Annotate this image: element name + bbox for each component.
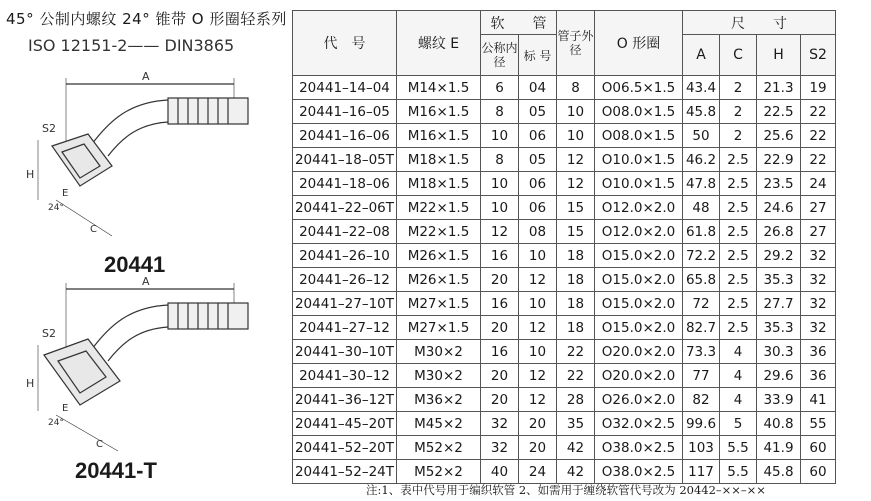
- cell-tube-od: 15: [557, 220, 595, 244]
- cell-oring: O15.0×2.0: [595, 268, 683, 292]
- cell-oring: O10.0×1.5: [595, 148, 683, 172]
- cell-s2: 32: [801, 244, 836, 268]
- cell-s2: 32: [801, 268, 836, 292]
- cell-h: 26.8: [757, 220, 801, 244]
- cell-a: 46.2: [683, 148, 720, 172]
- cell-s2: 24: [801, 172, 836, 196]
- standard-label: ISO 12151-2—— DIN3865: [28, 36, 235, 55]
- cell-c: 2.5: [720, 268, 757, 292]
- cell-a: 82: [683, 388, 720, 412]
- cell-c: 4: [720, 364, 757, 388]
- table-row: [293, 100, 836, 124]
- cell-tube-od: 18: [557, 244, 595, 268]
- cell-hose-id: 40: [481, 460, 519, 484]
- cell-a: 73.3: [683, 340, 720, 364]
- table-row: [293, 196, 836, 220]
- cell-c: 5.5: [720, 460, 757, 484]
- cell-thread: M22×1.5: [397, 220, 481, 244]
- cell-c: 2: [720, 100, 757, 124]
- cell-c: 2.5: [720, 196, 757, 220]
- cell-thread: M26×1.5: [397, 268, 481, 292]
- cell-thread: M27×1.5: [397, 316, 481, 340]
- cell-hose-mark: 12: [519, 316, 557, 340]
- cell-hose-id: 12: [481, 220, 519, 244]
- cell-c: 2.5: [720, 244, 757, 268]
- table-row: [293, 148, 836, 172]
- cell-h: 23.5: [757, 172, 801, 196]
- cell-code: 20441–22–08: [293, 220, 397, 244]
- cell-a: 61.8: [683, 220, 720, 244]
- cell-hose-id: 6: [481, 76, 519, 100]
- cell-c: 2.5: [720, 148, 757, 172]
- cell-hose-mark: 12: [519, 268, 557, 292]
- dim-c-label: C: [90, 224, 97, 235]
- cell-tube-od: 18: [557, 316, 595, 340]
- cell-h: 25.6: [757, 124, 801, 148]
- cell-a: 45.8: [683, 100, 720, 124]
- cell-tube-od: 35: [557, 412, 595, 436]
- cell-hose-id: 16: [481, 340, 519, 364]
- table-row: [293, 340, 836, 364]
- cell-hose-id: 16: [481, 292, 519, 316]
- cell-s2: 36: [801, 364, 836, 388]
- cell-c: 2.5: [720, 220, 757, 244]
- table-row: [293, 412, 836, 436]
- cell-thread: M18×1.5: [397, 148, 481, 172]
- col-a: A: [683, 35, 720, 76]
- cell-hose-id: 16: [481, 244, 519, 268]
- cell-thread: M45×2: [397, 412, 481, 436]
- cell-tube-od: 28: [557, 388, 595, 412]
- cell-hose-mark: 10: [519, 244, 557, 268]
- cell-code: 20441–18–06: [293, 172, 397, 196]
- cell-oring: O12.0×2.0: [595, 196, 683, 220]
- cell-thread: M52×2: [397, 436, 481, 460]
- col-dims-group: 尺 寸: [683, 11, 836, 35]
- cell-h: 22.9: [757, 148, 801, 172]
- fitting-drawings: [0, 60, 290, 500]
- cell-h: 33.9: [757, 388, 801, 412]
- cell-hose-mark: 10: [519, 340, 557, 364]
- cell-hose-id: 8: [481, 100, 519, 124]
- cell-oring: O20.0×2.0: [595, 364, 683, 388]
- cell-tube-od: 18: [557, 268, 595, 292]
- col-h: H: [757, 35, 801, 76]
- footnote: 注:1、表中代号用于编织软管 2、如需用于缠绕软管代号改为 20442–××–××: [366, 483, 766, 497]
- cell-s2: 60: [801, 460, 836, 484]
- dim-e-label-2: E: [62, 403, 69, 414]
- cell-oring: O08.0×1.5: [595, 100, 683, 124]
- cell-h: 30.3: [757, 340, 801, 364]
- cell-code: 20441–30–12: [293, 364, 397, 388]
- dim-a-label-2: A: [142, 275, 150, 288]
- col-tube-od: 管子外径: [557, 11, 595, 76]
- cell-code: 20441–52–24T: [293, 460, 397, 484]
- cell-hose-mark: 04: [519, 76, 557, 100]
- cell-code: 20441–27–10T: [293, 292, 397, 316]
- cell-thread: M18×1.5: [397, 172, 481, 196]
- col-oring: O 形圈: [595, 11, 683, 76]
- cell-code: 20441–16–06: [293, 124, 397, 148]
- model-label-20441-T: 20441-T: [75, 458, 157, 483]
- cell-s2: 36: [801, 340, 836, 364]
- cell-hose-mark: 20: [519, 436, 557, 460]
- cell-code: 20441–45–20T: [293, 412, 397, 436]
- table-row: [293, 244, 836, 268]
- page-title: 45° 公制内螺纹 24° 锥带 O 形圈轻系列: [6, 10, 287, 28]
- cell-hose-mark: 05: [519, 148, 557, 172]
- cell-s2: 32: [801, 292, 836, 316]
- col-hose-id: 公称内径: [481, 35, 519, 76]
- table-row: [293, 76, 836, 100]
- cell-code: 20441–27–12: [293, 316, 397, 340]
- table-row: [293, 220, 836, 244]
- cell-h: 27.7: [757, 292, 801, 316]
- spec-table: [292, 10, 836, 484]
- cell-hose-id: 20: [481, 268, 519, 292]
- cell-h: 24.6: [757, 196, 801, 220]
- cell-tube-od: 10: [557, 124, 595, 148]
- cell-thread: M16×1.5: [397, 100, 481, 124]
- dim-angle-label: 24°: [48, 203, 64, 213]
- cell-a: 77: [683, 364, 720, 388]
- cell-a: 50: [683, 124, 720, 148]
- table-row: [293, 364, 836, 388]
- cell-a: 72: [683, 292, 720, 316]
- cell-tube-od: 12: [557, 148, 595, 172]
- cell-thread: M36×2: [397, 388, 481, 412]
- cell-tube-od: 22: [557, 364, 595, 388]
- dim-h-label-2: H: [26, 377, 35, 390]
- dim-s2-label: S2: [42, 122, 56, 135]
- cell-c: 2.5: [720, 292, 757, 316]
- cell-oring: O10.0×1.5: [595, 172, 683, 196]
- cell-code: 20441–16–05: [293, 100, 397, 124]
- cell-code: 20441–30–10T: [293, 340, 397, 364]
- cell-code: 20441–26–10: [293, 244, 397, 268]
- cell-hose-mark: 12: [519, 364, 557, 388]
- dim-angle-label-2: 24°: [48, 418, 64, 428]
- col-hose-group: 软 管: [481, 11, 557, 35]
- cell-thread: M30×2: [397, 340, 481, 364]
- cell-s2: 22: [801, 124, 836, 148]
- cell-s2: 41: [801, 388, 836, 412]
- cell-h: 29.2: [757, 244, 801, 268]
- cell-c: 5: [720, 412, 757, 436]
- cell-a: 72.2: [683, 244, 720, 268]
- cell-a: 48: [683, 196, 720, 220]
- cell-c: 2.5: [720, 172, 757, 196]
- dim-a-label: A: [142, 70, 150, 83]
- cell-hose-id: 20: [481, 316, 519, 340]
- cell-oring: O38.0×2.5: [595, 436, 683, 460]
- col-thread: 螺纹 E: [397, 11, 481, 76]
- cell-oring: O06.5×1.5: [595, 76, 683, 100]
- cell-thread: M14×1.5: [397, 76, 481, 100]
- cell-hose-id: 32: [481, 436, 519, 460]
- cell-hose-id: 20: [481, 388, 519, 412]
- dim-h-label: H: [26, 168, 35, 181]
- cell-thread: M16×1.5: [397, 124, 481, 148]
- cell-a: 82.7: [683, 316, 720, 340]
- cell-oring: O15.0×2.0: [595, 292, 683, 316]
- cell-tube-od: 18: [557, 292, 595, 316]
- cell-h: 21.3: [757, 76, 801, 100]
- cell-a: 103: [683, 436, 720, 460]
- cell-tube-od: 12: [557, 172, 595, 196]
- table-row: [293, 268, 836, 292]
- cell-s2: 55: [801, 412, 836, 436]
- cell-h: 40.8: [757, 412, 801, 436]
- cell-hose-mark: 12: [519, 388, 557, 412]
- cell-c: 2: [720, 124, 757, 148]
- cell-hose-mark: 06: [519, 172, 557, 196]
- drawing-20441: [26, 70, 248, 236]
- cell-oring: O38.0×2.5: [595, 460, 683, 484]
- cell-code: 20441–26–12: [293, 268, 397, 292]
- cell-hose-mark: 20: [519, 412, 557, 436]
- drawing-20441-T: [26, 275, 248, 451]
- cell-h: 29.6: [757, 364, 801, 388]
- cell-hose-id: 32: [481, 412, 519, 436]
- col-c: C: [720, 35, 757, 76]
- cell-hose-mark: 10: [519, 292, 557, 316]
- cell-tube-od: 15: [557, 196, 595, 220]
- col-s2: S2: [801, 35, 836, 76]
- cell-s2: 22: [801, 148, 836, 172]
- cell-h: 35.3: [757, 268, 801, 292]
- cell-tube-od: 42: [557, 436, 595, 460]
- table-row: [293, 124, 836, 148]
- cell-s2: 19: [801, 76, 836, 100]
- cell-a: 117: [683, 460, 720, 484]
- cell-thread: M27×1.5: [397, 292, 481, 316]
- cell-hose-mark: 24: [519, 460, 557, 484]
- dim-c-label-2: C: [96, 439, 103, 450]
- cell-code: 20441–22–06T: [293, 196, 397, 220]
- cell-hose-mark: 05: [519, 100, 557, 124]
- cell-s2: 27: [801, 196, 836, 220]
- cell-oring: O20.0×2.0: [595, 340, 683, 364]
- cell-hose-id: 10: [481, 196, 519, 220]
- cell-hose-mark: 06: [519, 196, 557, 220]
- cell-hose-id: 10: [481, 124, 519, 148]
- cell-thread: M30×2: [397, 364, 481, 388]
- cell-thread: M22×1.5: [397, 196, 481, 220]
- cell-hose-mark: 08: [519, 220, 557, 244]
- cell-c: 2: [720, 76, 757, 100]
- cell-s2: 60: [801, 436, 836, 460]
- table-row: [293, 436, 836, 460]
- table-row: [293, 460, 836, 484]
- cell-c: 2.5: [720, 316, 757, 340]
- cell-oring: O32.0×2.5: [595, 412, 683, 436]
- dim-s2-label-2: S2: [42, 327, 56, 340]
- cell-c: 4: [720, 340, 757, 364]
- cell-s2: 22: [801, 100, 836, 124]
- cell-hose-id: 8: [481, 148, 519, 172]
- cell-hose-id: 20: [481, 364, 519, 388]
- cell-a: 47.8: [683, 172, 720, 196]
- cell-tube-od: 8: [557, 76, 595, 100]
- cell-h: 45.8: [757, 460, 801, 484]
- col-code: 代 号: [293, 11, 397, 76]
- table-row: [293, 388, 836, 412]
- cell-h: 22.5: [757, 100, 801, 124]
- cell-s2: 27: [801, 220, 836, 244]
- cell-tube-od: 42: [557, 460, 595, 484]
- cell-thread: M26×1.5: [397, 244, 481, 268]
- table-row: [293, 172, 836, 196]
- cell-code: 20441–36–12T: [293, 388, 397, 412]
- cell-thread: M52×2: [397, 460, 481, 484]
- cell-tube-od: 22: [557, 340, 595, 364]
- table-row: [293, 292, 836, 316]
- cell-hose-id: 10: [481, 172, 519, 196]
- cell-oring: O26.0×2.0: [595, 388, 683, 412]
- cell-oring: O15.0×2.0: [595, 244, 683, 268]
- model-label-20441: 20441: [104, 252, 166, 277]
- col-hose-mark: 标 号: [519, 35, 557, 76]
- cell-tube-od: 10: [557, 100, 595, 124]
- cell-oring: O12.0×2.0: [595, 220, 683, 244]
- cell-s2: 32: [801, 316, 836, 340]
- cell-code: 20441–18–05T: [293, 148, 397, 172]
- cell-oring: O08.0×1.5: [595, 124, 683, 148]
- cell-c: 5.5: [720, 436, 757, 460]
- cell-c: 4: [720, 388, 757, 412]
- cell-oring: O15.0×2.0: [595, 316, 683, 340]
- cell-a: 43.4: [683, 76, 720, 100]
- cell-h: 41.9: [757, 436, 801, 460]
- cell-a: 65.8: [683, 268, 720, 292]
- cell-code: 20441–52–20T: [293, 436, 397, 460]
- cell-code: 20441–14–04: [293, 76, 397, 100]
- cell-h: 35.3: [757, 316, 801, 340]
- dim-e-label: E: [62, 188, 69, 199]
- cell-hose-mark: 06: [519, 124, 557, 148]
- cell-a: 99.6: [683, 412, 720, 436]
- table-row: [293, 316, 836, 340]
